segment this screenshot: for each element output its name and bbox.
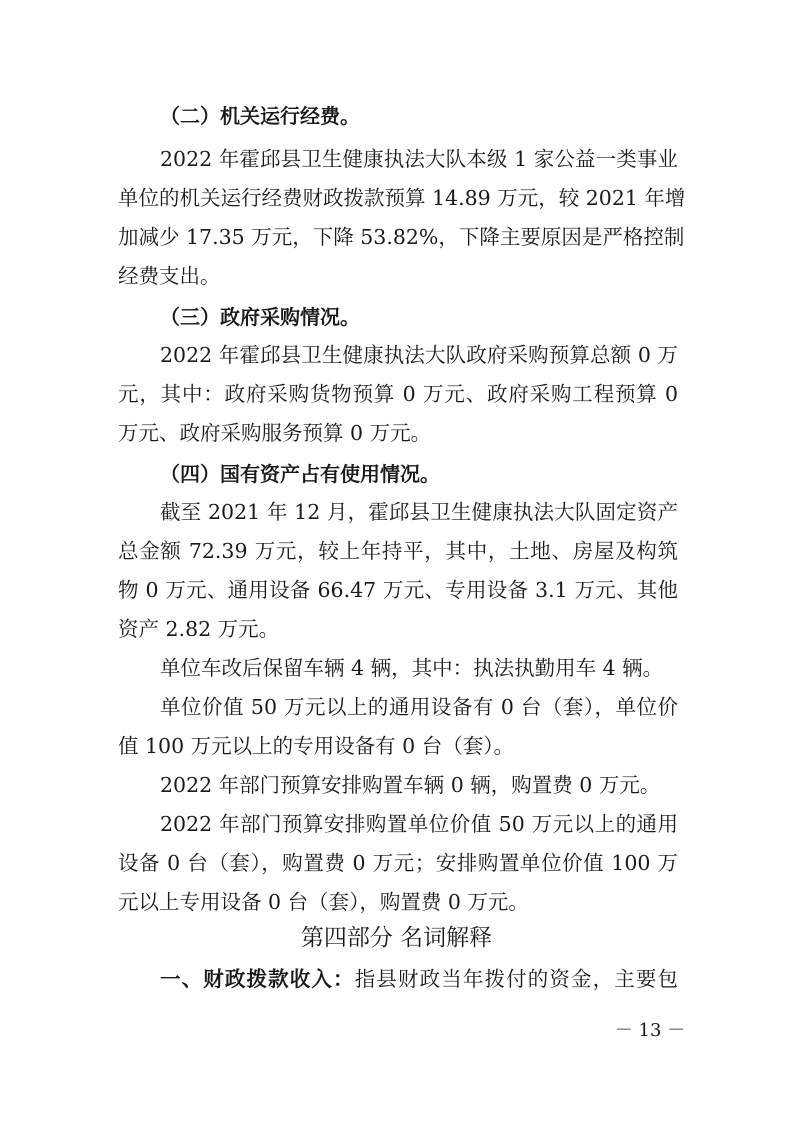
paragraph-line: 2022 年部门预算安排购置单位价值 50 万元以上的通用 bbox=[160, 812, 678, 836]
paragraph-line: 资产 2.82 万元。 bbox=[118, 617, 280, 641]
paragraph-line: 单位价值 50 万元以上的通用设备有 0 台（套），单位价 bbox=[160, 695, 678, 719]
term-label: 一、财政拨款收入： bbox=[160, 967, 355, 991]
paragraph-line: 截至 2021 年 12 月，霍邱县卫生健康执法大队固定资产 bbox=[160, 500, 678, 524]
paragraph-line: 经费支出。 bbox=[118, 264, 221, 288]
section-heading-procurement: （三）政府采购情况。 bbox=[160, 305, 360, 329]
part-title: 第四部分 名词解释 bbox=[300, 925, 493, 951]
paragraph-line: 万元、政府采购服务预算 0 万元。 bbox=[118, 421, 432, 445]
paragraph-line: 物 0 万元、通用设备 66.47 万元、专用设备 3.1 万元、其他 bbox=[118, 578, 678, 602]
paragraph-line: 总金额 72.39 万元，较上年持平，其中，土地、房屋及构筑 bbox=[118, 539, 678, 563]
term-definition-line bbox=[160, 964, 678, 994]
paragraph-line: 设备 0 台（套），购置费 0 万元；安排购置单位价值 100 万 bbox=[118, 851, 678, 875]
paragraph-line: 元，其中：政府采购货物预算 0 万元、政府采购工程预算 0 bbox=[118, 382, 678, 406]
section-heading-operating-costs: （二）机关运行经费。 bbox=[160, 104, 360, 128]
paragraph-line: 加减少 17.35 万元，下降 53.82%，下降主要原因是严格控制 bbox=[118, 225, 685, 249]
page-number: － 13 － bbox=[614, 1020, 686, 1041]
paragraph-line: 2022 年部门预算安排购置车辆 0 辆，购置费 0 万元。 bbox=[160, 773, 661, 797]
paragraph-line: 单位的机关运行经费财政拨款预算 14.89 万元，较 2021 年增 bbox=[118, 186, 686, 210]
paragraph-line: 元以上专用设备 0 台（套），购置费 0 万元。 bbox=[118, 890, 529, 914]
paragraph-line: 2022 年霍邱县卫生健康执法大队本级 1 家公益一类事业 bbox=[160, 147, 678, 171]
paragraph-line: 值 100 万元以上的专用设备有 0 台（套）。 bbox=[118, 734, 514, 758]
paragraph-line: 2022 年霍邱县卫生健康执法大队政府采购预算总额 0 万 bbox=[160, 343, 678, 367]
paragraph-line: 单位车改后保留车辆 4 辆，其中：执法执勤用车 4 辆。 bbox=[160, 656, 664, 680]
section-heading-state-assets: （四）国有资产占有使用情况。 bbox=[160, 462, 440, 486]
term-text: 指县财政当年拨付的资金，主要包 bbox=[354, 967, 679, 991]
